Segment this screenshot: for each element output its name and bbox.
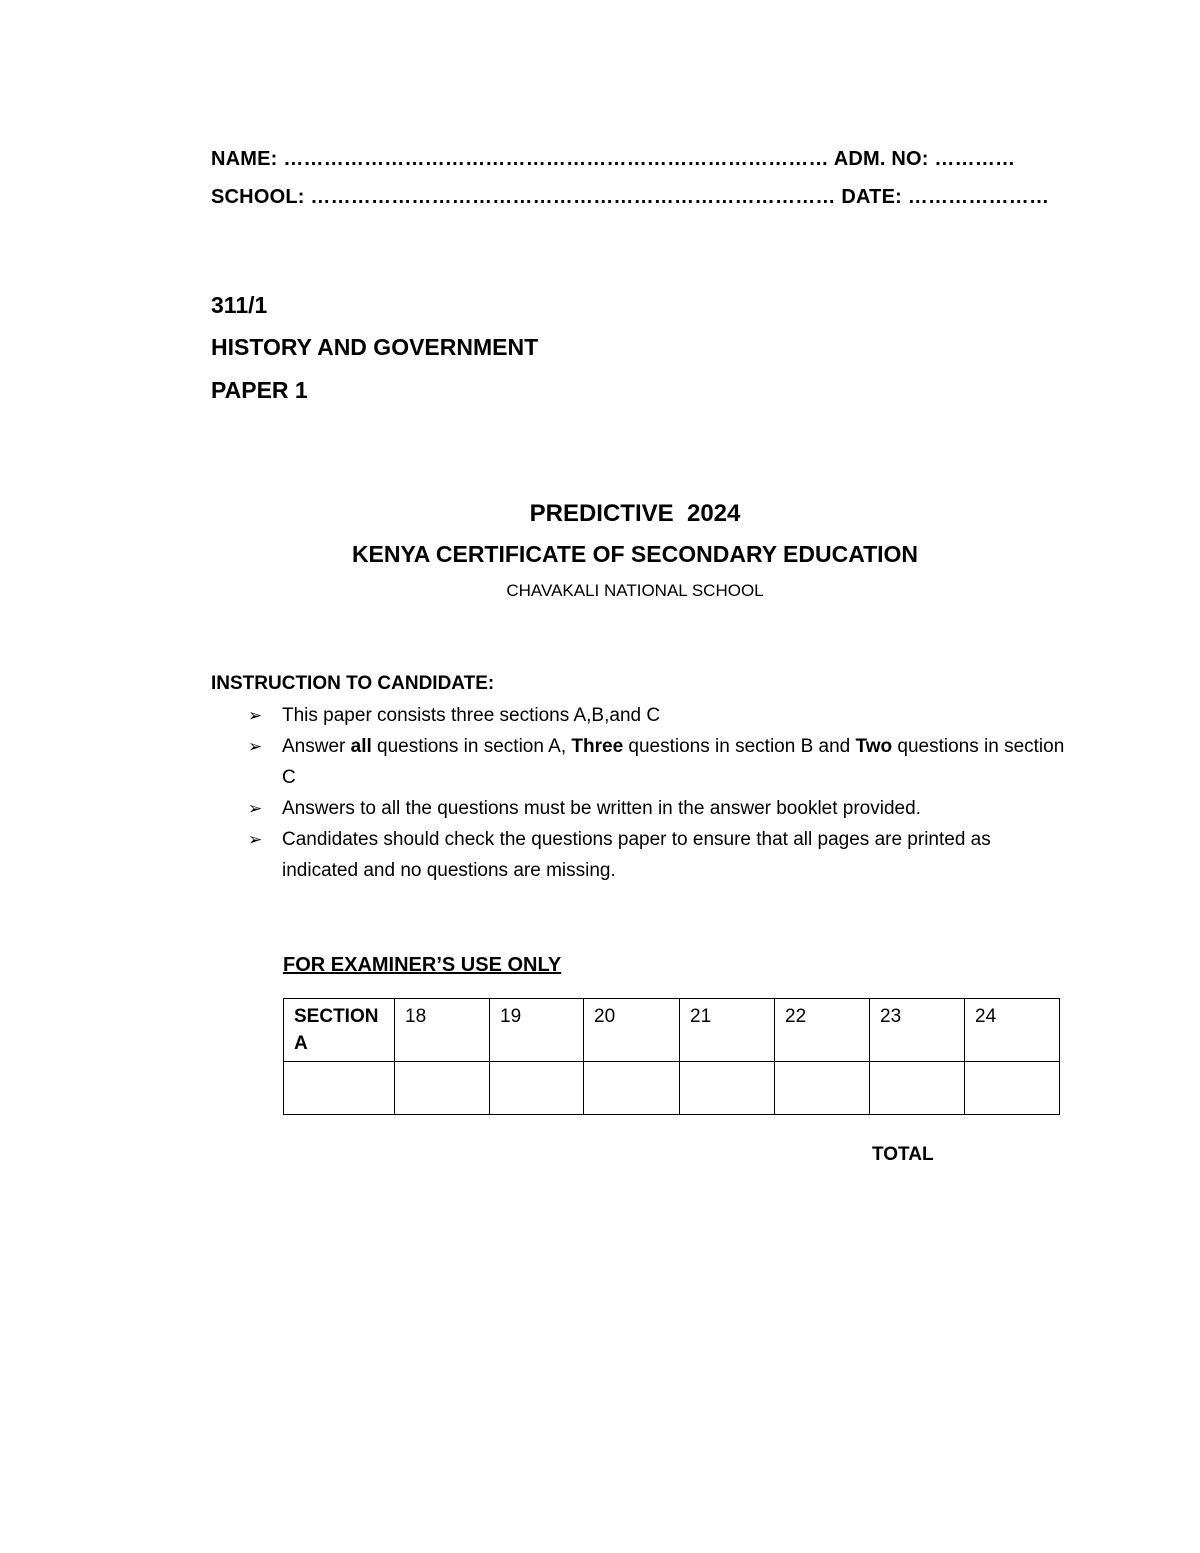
score-cell [775,1062,870,1115]
examiner-heading: FOR EXAMINER’S USE ONLY [283,954,562,976]
school-label: SCHOOL: [211,186,305,208]
instruction-fragment: questions in section C [282,736,1065,788]
score-cell [680,1062,775,1115]
section-a-score-cell [284,1062,395,1115]
question-number-cell: 21 [680,999,775,1062]
instruction-fragment: questions in section B and [623,736,856,757]
paper-number: PAPER 1 [211,377,308,403]
name-dots: ……………………………………………………………………… [283,148,829,170]
question-number-cell: 20 [584,999,680,1062]
exam-title: PREDICTIVE 2024 [529,500,741,527]
marks-table [283,998,1060,1115]
paper-code: 311/1 [211,292,268,318]
instruction-fragment: questions in section A, [371,736,572,757]
question-number-cell: 18 [395,999,490,1062]
arrow-bullet-icon: ➢ [248,706,263,725]
school-line [211,186,1049,209]
question-number-cell: 24 [965,999,1060,1062]
school-dots: …………………………………………………………………… [310,186,836,208]
instruction-text [282,793,1072,824]
score-cell [584,1062,680,1115]
total-label: TOTAL [872,1144,934,1165]
instruction-text [282,731,1072,793]
certificate-title: KENYA CERTIFICATE OF SECONDARY EDUCATION [351,541,919,567]
score-cell [870,1062,965,1115]
adm-no-dots: ………… [934,148,1016,170]
name-label: NAME: [211,148,278,170]
instructions-heading: INSTRUCTION TO CANDIDATE: [211,673,495,694]
instruction-fragment: This paper consists three sections A,B,and C [282,705,661,726]
question-number-cell: 19 [490,999,584,1062]
arrow-bullet-icon: ➢ [248,830,263,849]
instruction-fragment: Candidates should check the questions paper to ensure that all pages are printed as indicated and no questions are missing. [282,829,991,881]
section-a-label: SECTION A [284,999,395,1062]
instruction-emphasis: all [350,736,372,757]
score-cell [965,1062,1060,1115]
instruction-text [282,700,1072,731]
name-line [211,148,1015,171]
date-label: DATE: [841,186,902,208]
marks-score-row [284,1062,1060,1115]
marks-header-row [284,999,1060,1062]
score-cell [490,1062,584,1115]
instruction-emphasis: Two [855,736,893,757]
instruction-emphasis: Three [571,736,624,757]
arrow-bullet-icon: ➢ [248,799,263,818]
question-number-cell: 22 [775,999,870,1062]
instruction-fragment: Answer [282,736,351,757]
arrow-bullet-icon: ➢ [248,737,263,756]
instruction-fragment: Answers to all the questions must be written in the answer booklet provided. [282,798,921,819]
adm-no-label: ADM. NO: [833,148,929,170]
question-number-cell: 23 [870,999,965,1062]
date-dots: ………………… [907,186,1050,208]
instruction-text [282,824,1072,886]
school-name: CHAVAKALI NATIONAL SCHOOL [506,581,764,600]
score-cell [395,1062,490,1115]
subject-title: HISTORY AND GOVERNMENT [211,334,539,360]
